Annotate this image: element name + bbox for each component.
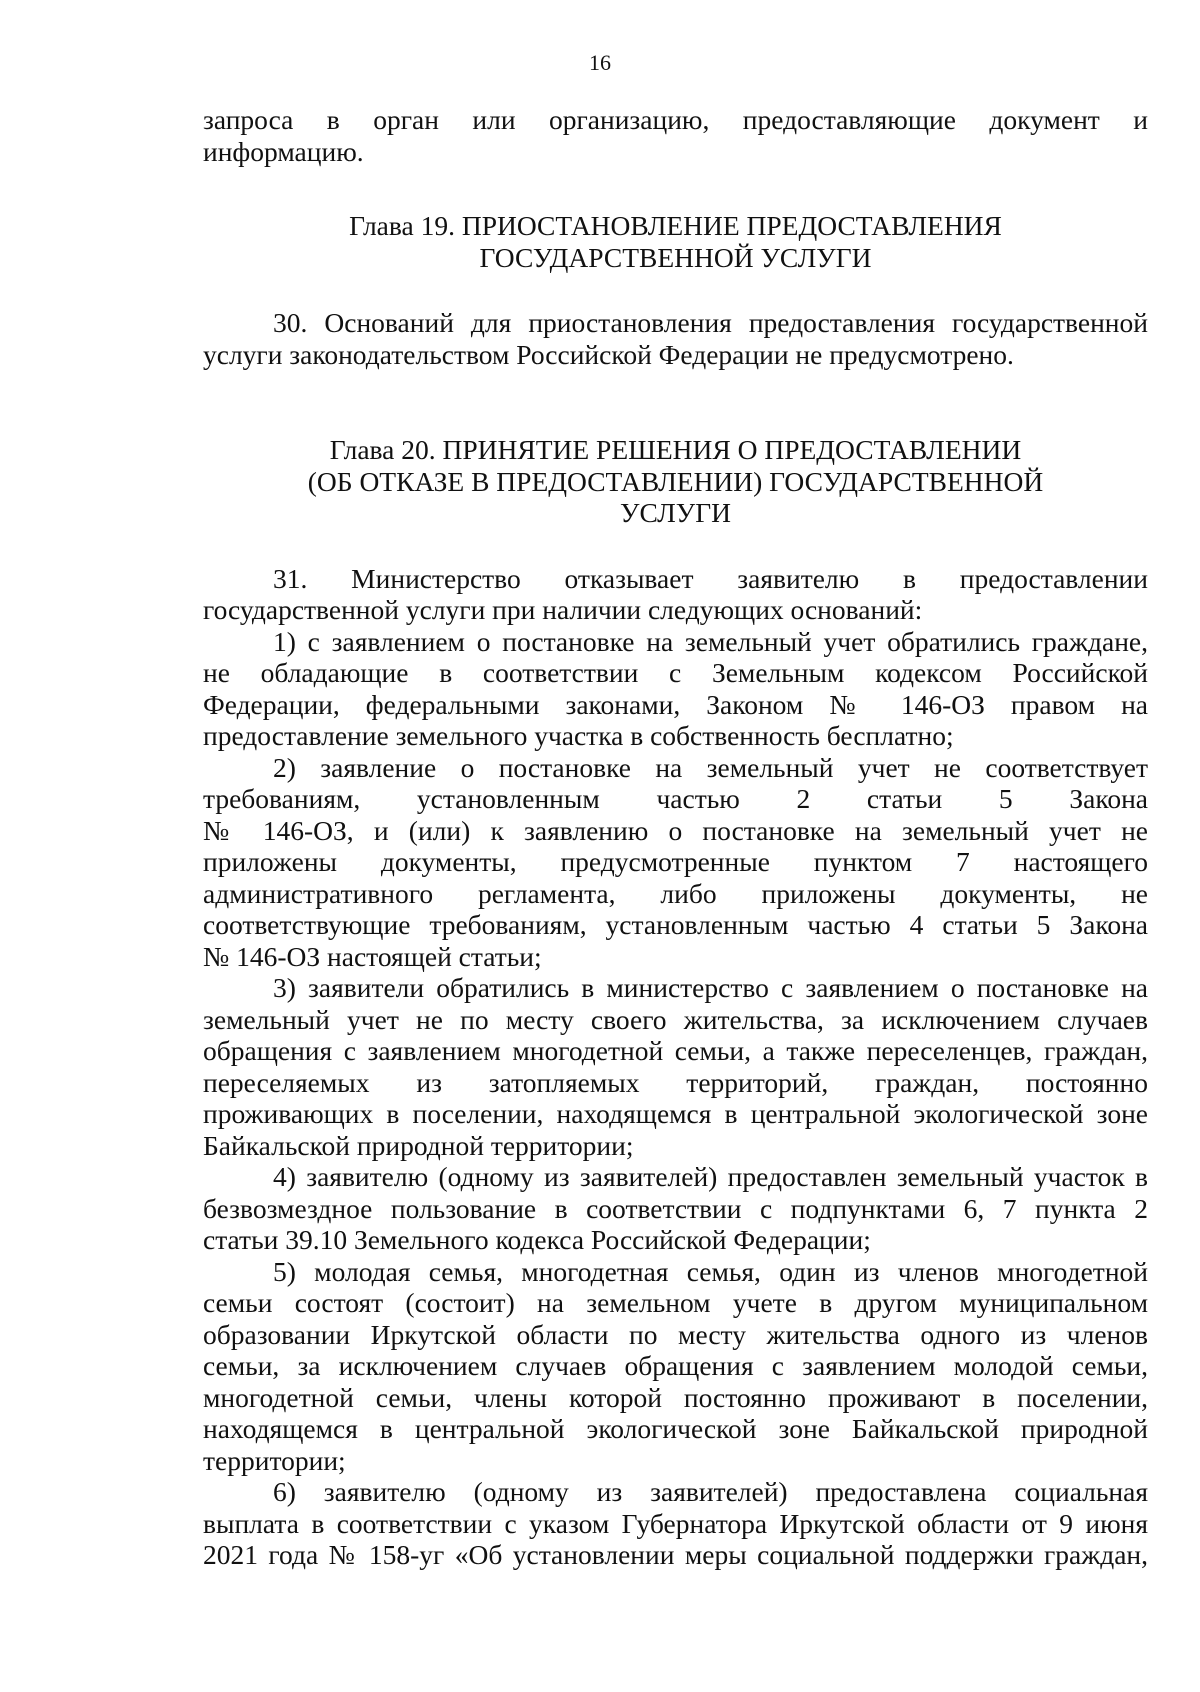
text-line: 2021 года № 158-уг «Об установлении меры социальной поддержки граждан, xyxy=(203,1539,1148,1570)
document-body xyxy=(203,104,1148,1571)
text-line: услуги законодательством Российской Федерации не предусмотрено. xyxy=(203,338,1014,370)
heading-line: УСЛУГИ xyxy=(619,497,731,528)
chapter-19-title xyxy=(203,210,1148,273)
text-line: земельный учет не по месту своего жительства, за исключением случаев xyxy=(203,1003,1148,1035)
paragraph-30 xyxy=(203,307,1148,370)
text-line: 2) заявление о постановке на земельный учет не соответствует xyxy=(273,751,1148,783)
text-line: безвозмездное пользование в соответствии с подпунктами 6, 7 пункта 2 xyxy=(203,1192,1148,1224)
text-line: предоставление земельного участка в собственность бесплатно; xyxy=(203,720,954,751)
text-line: территории; xyxy=(203,1444,346,1476)
text-line: образовании Иркутской области по месту жительства одного из членов xyxy=(203,1318,1148,1350)
chapter-20-title xyxy=(203,434,1148,529)
paragraph-31 xyxy=(203,563,1148,626)
text-line: выплата в соответствии с указом Губернатора Иркутской области от 9 июня xyxy=(203,1507,1148,1539)
text-line: семьи состоят (состоит) на земельном учете в другом муниципальном xyxy=(203,1287,1148,1318)
text-line: не обладающие в соответствии с Земельным кодексом Российской xyxy=(203,657,1148,688)
text-line: проживающих в поселении, находящемся в центральной экологической зоне xyxy=(203,1098,1148,1129)
text-line: 31. Министерство отказывает заявителю в предоставлении xyxy=(273,562,1148,594)
heading-line: Глава 20. ПРИНЯТИЕ РЕШЕНИЯ О ПРЕДОСТАВЛЕНИИ xyxy=(329,434,1022,465)
text-line: статьи 39.10 Земельного кодекса Российской Федерации; xyxy=(203,1224,871,1255)
text-line: находящемся в центральной экологической зоне Байкальской природной xyxy=(203,1413,1148,1444)
text-line: переселяемых из затопляемых территорий, граждан, постоянно xyxy=(203,1066,1148,1098)
text-line: приложены документы, предусмотренные пунктом 7 настоящего xyxy=(203,846,1148,877)
text-line: многодетной семьи, члены которой постоянно проживают в поселении, xyxy=(203,1381,1148,1413)
text-line: Байкальской природной территории; xyxy=(203,1129,634,1161)
text-line: 30. Оснований для приостановления предоставления государственной xyxy=(273,307,1148,338)
list-item-2 xyxy=(203,752,1148,973)
text-line: требованиям, установленным частью 2 статьи 5 Закона xyxy=(203,783,1148,814)
text-line: запроса в орган или организацию, предоставляющие документ и xyxy=(203,104,1148,135)
list-item-1 xyxy=(203,626,1148,752)
text-line: обращения с заявлением многодетной семьи, а также переселенцев, граждан, xyxy=(203,1035,1148,1066)
text-line: 1) с заявлением о постановке на земельный учет обратились граждане, xyxy=(273,625,1148,657)
text-line: № 146-ОЗ, и (или) к заявлению о постановке на земельный учет не xyxy=(203,814,1148,846)
text-line: Федерации, федеральными законами, Законом № 146-ОЗ правом на xyxy=(203,688,1148,720)
text-line: 4) заявителю (одному из заявителей) предоставлен земельный участок в xyxy=(273,1161,1148,1192)
list-item-5 xyxy=(203,1256,1148,1477)
heading-line: ГОСУДАРСТВЕННОЙ УСЛУГИ xyxy=(479,241,872,273)
text-line: 6) заявителю (одному из заявителей) предоставлена социальная xyxy=(273,1476,1148,1507)
text-line: административного регламента, либо приложены документы, не xyxy=(203,877,1148,909)
text-line: семьи, за исключением случаев обращения с заявлением молодой семьи, xyxy=(203,1350,1148,1381)
text-line: 5) молодая семья, многодетная семья, один из членов многодетной xyxy=(273,1255,1148,1287)
text-line: 3) заявители обратились в министерство с заявлением о постановке на xyxy=(273,972,1148,1003)
list-item-4 xyxy=(203,1161,1148,1256)
text-line: информацию. xyxy=(203,135,364,167)
list-item-3 xyxy=(203,972,1148,1161)
page-number: 16 xyxy=(589,50,611,75)
text-line: государственной услуги при наличии следующих оснований: xyxy=(203,594,923,625)
text-line: № 146-ОЗ настоящей статьи; xyxy=(203,940,542,972)
text-line: соответствующие требованиям, установленным частью 4 статьи 5 Закона xyxy=(203,909,1148,940)
heading-line: Глава 19. ПРИОСТАНОВЛЕНИЕ ПРЕДОСТАВЛЕНИЯ xyxy=(349,210,1002,241)
heading-line: (ОБ ОТКАЗЕ В ПРЕДОСТАВЛЕНИИ) ГОСУДАРСТВЕННОЙ xyxy=(307,465,1044,497)
list-item-6 xyxy=(203,1476,1148,1571)
intro-paragraph xyxy=(203,104,1148,167)
